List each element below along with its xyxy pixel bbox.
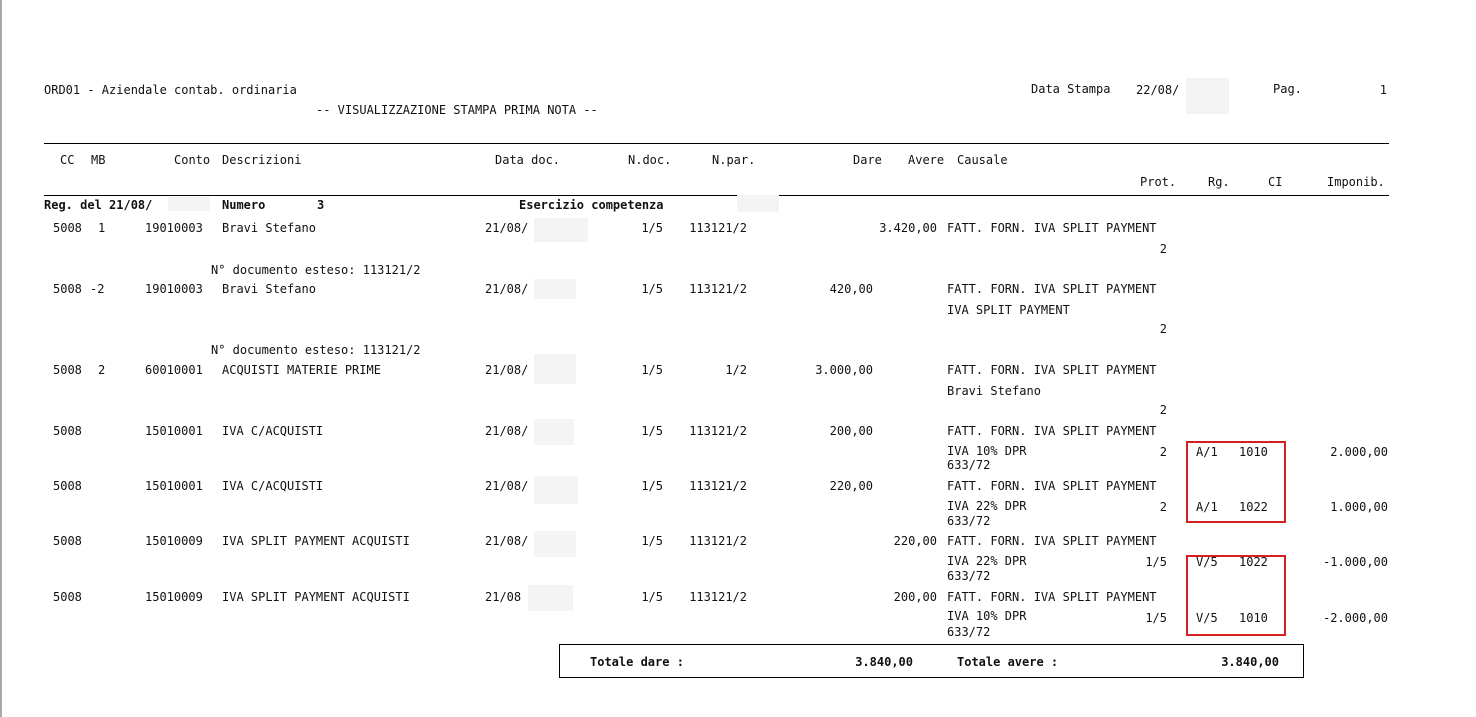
- row-prot: 2: [1159, 500, 1167, 514]
- row-conto: 15010001: [145, 424, 203, 438]
- row-causale: FATT. FORN. IVA SPLIT PAYMENT: [947, 282, 1157, 296]
- row-ndoc: 1/5: [641, 221, 663, 235]
- columns-rule: [44, 195, 1389, 196]
- row-mb: 2: [98, 363, 106, 377]
- page-left-edge: [0, 0, 2, 717]
- row-ndoc: 1/5: [641, 424, 663, 438]
- report-title: -- VISUALIZZAZIONE STAMPA PRIMA NOTA --: [316, 103, 598, 117]
- col-descrizioni: Descrizioni: [222, 153, 302, 167]
- row-npar: 113121/2: [689, 221, 747, 235]
- redacted-year: [534, 531, 576, 557]
- redacted-year: [528, 585, 573, 611]
- row-cc: 5008: [53, 363, 82, 377]
- row-causale: FATT. FORN. IVA SPLIT PAYMENT: [947, 221, 1157, 235]
- row-prot: 2: [1159, 403, 1167, 417]
- row-avere: 220,00: [893, 534, 937, 548]
- col-dare: Dare: [853, 153, 882, 167]
- row-causale: FATT. FORN. IVA SPLIT PAYMENT: [947, 479, 1157, 493]
- redacted-year: [534, 218, 588, 242]
- redacted-reg-year: [168, 197, 210, 211]
- row-npar: 113121/2: [689, 479, 747, 493]
- row-desc: ACQUISTI MATERIE PRIME: [222, 363, 381, 377]
- row-causale-detail: IVA 22% DPR: [947, 499, 1027, 513]
- row-conto: 15010001: [145, 479, 203, 493]
- row-ndoc: 1/5: [641, 479, 663, 493]
- row-desc: IVA C/ACQUISTI: [222, 479, 324, 493]
- extended-doc-number: N° documento esteso: 113121/2: [211, 343, 421, 357]
- row-causale-detail: IVA 10% DPR: [947, 609, 1027, 623]
- col-cc: CC: [60, 153, 75, 167]
- col-npar: N.par.: [712, 153, 756, 167]
- row-rg: V/5: [1196, 555, 1218, 569]
- row-conto: 60010001: [145, 363, 203, 377]
- esercizio-label: Esercizio competenza: [519, 198, 664, 212]
- row-ci: 1022: [1239, 500, 1268, 514]
- row-ci: 1010: [1239, 611, 1268, 625]
- row-causale-detail-2: 633/72: [947, 625, 991, 639]
- row-rg: V/5: [1196, 611, 1218, 625]
- row-imponib: -2.000,00: [1322, 611, 1388, 625]
- row-date: 21/08/: [485, 363, 529, 377]
- row-causale-detail-2: 633/72: [947, 458, 991, 472]
- row-npar: 113121/2: [689, 590, 747, 604]
- row-date: 21/08/: [485, 479, 529, 493]
- col-prot: Prot.: [1140, 175, 1177, 189]
- row-conto: 19010003: [145, 221, 203, 235]
- page-number: 1: [1379, 83, 1387, 97]
- row-causale-detail: Bravi Stefano: [947, 384, 1041, 398]
- row-mb: 1: [98, 221, 106, 235]
- row-desc: Bravi Stefano: [222, 282, 316, 296]
- row-cc: 5008: [53, 282, 82, 296]
- row-cc: 5008: [53, 534, 82, 548]
- row-imponib: -1.000,00: [1322, 555, 1388, 569]
- row-causale: FATT. FORN. IVA SPLIT PAYMENT: [947, 590, 1157, 604]
- row-dare: 420,00: [829, 282, 873, 296]
- row-desc: IVA SPLIT PAYMENT ACQUISTI: [222, 590, 410, 604]
- redacted-year: [534, 419, 574, 445]
- row-rg: A/1: [1196, 500, 1218, 514]
- registration-number-label: Numero: [222, 198, 266, 212]
- row-causale: FATT. FORN. IVA SPLIT PAYMENT: [947, 363, 1157, 377]
- row-causale-detail-2: 633/72: [947, 514, 991, 528]
- highlight-box-vendite: [1186, 555, 1286, 636]
- row-ndoc: 1/5: [641, 534, 663, 548]
- company-name: ORD01 - Aziendale contab. ordinaria: [44, 83, 297, 97]
- row-dare: 200,00: [829, 424, 873, 438]
- row-mb: -2: [90, 282, 105, 296]
- row-cc: 5008: [53, 221, 82, 235]
- redacted-year: [1186, 78, 1229, 114]
- header-rule: [44, 143, 1389, 144]
- total-avere-value: 3.840,00: [1221, 655, 1279, 669]
- row-ci: 1010: [1239, 445, 1268, 459]
- total-avere-label: Totale avere :: [957, 655, 1059, 669]
- redacted-esercizio: [737, 195, 779, 212]
- page-label: Pag.: [1273, 82, 1302, 96]
- row-npar: 113121/2: [689, 534, 747, 548]
- row-date: 21/08/: [485, 534, 529, 548]
- row-ndoc: 1/5: [641, 363, 663, 377]
- print-date-value: 22/08/: [1136, 83, 1180, 97]
- row-causale-detail: IVA 22% DPR: [947, 554, 1027, 568]
- row-dare: 220,00: [829, 479, 873, 493]
- row-npar: 1/2: [725, 363, 747, 377]
- row-ci: 1022: [1239, 555, 1268, 569]
- col-ndoc: N.doc.: [628, 153, 672, 167]
- row-desc: Bravi Stefano: [222, 221, 316, 235]
- row-dare: 3.000,00: [815, 363, 873, 377]
- row-conto: 15010009: [145, 590, 203, 604]
- row-date: 21/08/: [485, 282, 529, 296]
- col-conto: Conto: [174, 153, 211, 167]
- row-cc: 5008: [53, 424, 82, 438]
- row-imponib: 2.000,00: [1330, 445, 1388, 459]
- row-desc: IVA C/ACQUISTI: [222, 424, 324, 438]
- total-dare-label: Totale dare :: [590, 655, 684, 669]
- col-data-doc: Data doc.: [495, 153, 561, 167]
- highlight-box-acquisti: [1186, 441, 1286, 523]
- row-ndoc: 1/5: [641, 590, 663, 604]
- row-cc: 5008: [53, 590, 82, 604]
- row-prot: 2: [1159, 322, 1167, 336]
- col-ci: CI: [1268, 175, 1283, 189]
- row-prot: 1/5: [1145, 611, 1167, 625]
- row-npar: 113121/2: [689, 282, 747, 296]
- row-npar: 113121/2: [689, 424, 747, 438]
- total-dare-value: 3.840,00: [855, 655, 913, 669]
- col-avere: Avere: [908, 153, 945, 167]
- redacted-year: [534, 354, 576, 384]
- row-date: 21/08: [485, 590, 522, 604]
- row-causale: FATT. FORN. IVA SPLIT PAYMENT: [947, 424, 1157, 438]
- row-desc: IVA SPLIT PAYMENT ACQUISTI: [222, 534, 410, 548]
- row-prot: 2: [1159, 242, 1167, 256]
- registration-date: Reg. del 21/08/: [44, 198, 153, 212]
- registration-number: 3: [317, 198, 325, 212]
- row-causale-detail: IVA 10% DPR: [947, 444, 1027, 458]
- col-imponib: Imponib.: [1327, 175, 1385, 189]
- row-avere: 200,00: [893, 590, 937, 604]
- print-date-label: Data Stampa: [1031, 82, 1111, 96]
- row-rg: A/1: [1196, 445, 1218, 459]
- row-avere: 3.420,00: [879, 221, 937, 235]
- row-causale-detail-2: 633/72: [947, 569, 991, 583]
- redacted-year: [534, 476, 578, 504]
- extended-doc-number: N° documento esteso: 113121/2: [211, 263, 421, 277]
- row-ndoc: 1/5: [641, 282, 663, 296]
- row-conto: 15010009: [145, 534, 203, 548]
- row-date: 21/08/: [485, 221, 529, 235]
- row-causale: FATT. FORN. IVA SPLIT PAYMENT: [947, 534, 1157, 548]
- row-cc: 5008: [53, 479, 82, 493]
- row-prot: 2: [1159, 445, 1167, 459]
- redacted-year: [534, 279, 576, 299]
- col-mb: MB: [91, 153, 106, 167]
- row-causale-detail: IVA SPLIT PAYMENT: [947, 303, 1070, 317]
- row-conto: 19010003: [145, 282, 203, 296]
- row-date: 21/08/: [485, 424, 529, 438]
- row-prot: 1/5: [1145, 555, 1167, 569]
- row-imponib: 1.000,00: [1330, 500, 1388, 514]
- col-causale: Causale: [957, 153, 1008, 167]
- col-rg: Rg.: [1208, 175, 1230, 189]
